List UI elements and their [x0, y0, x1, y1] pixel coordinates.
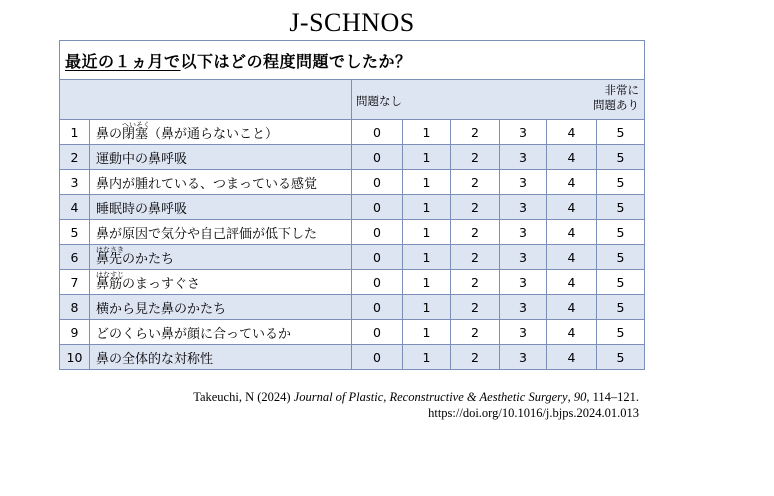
item-label-ruby [96, 270, 124, 292]
item-number: 10 [60, 345, 90, 370]
question-period: 最近の１ヵ月で [65, 51, 181, 71]
score-option-5[interactable]: 5 [597, 270, 645, 295]
item-label [90, 145, 352, 170]
item-label [90, 120, 352, 145]
item-label [90, 220, 352, 245]
score-option-5[interactable]: 5 [597, 295, 645, 320]
score-option-0[interactable]: 0 [352, 295, 403, 320]
scale-high-label [593, 83, 639, 113]
score-option-1[interactable]: 1 [403, 170, 451, 195]
table-row [60, 145, 645, 170]
score-option-4[interactable]: 4 [547, 220, 597, 245]
table-row [60, 120, 645, 145]
table-row [60, 270, 645, 295]
score-option-2[interactable]: 2 [451, 220, 500, 245]
score-option-3[interactable]: 3 [500, 120, 547, 145]
item-label-text: 運動中の鼻呼吸 [96, 151, 188, 167]
citation [0, 389, 639, 421]
score-option-3[interactable]: 3 [500, 345, 547, 370]
score-option-4[interactable]: 4 [547, 345, 597, 370]
table-row [60, 295, 645, 320]
ruby-base: 鼻先 [96, 251, 123, 267]
score-option-2[interactable]: 2 [451, 195, 500, 220]
item-label [90, 295, 352, 320]
score-option-0[interactable]: 0 [352, 320, 403, 345]
question-text: 以下はどの程度問題でしたか？ [180, 51, 412, 71]
score-option-1[interactable]: 1 [403, 270, 451, 295]
item-label [90, 320, 352, 345]
score-option-0[interactable]: 0 [352, 345, 403, 370]
score-option-0[interactable]: 0 [352, 145, 403, 170]
score-option-2[interactable]: 2 [451, 120, 500, 145]
score-option-5[interactable]: 5 [597, 145, 645, 170]
score-option-1[interactable]: 1 [403, 245, 451, 270]
table-row [60, 170, 645, 195]
item-number: 5 [60, 220, 90, 245]
item-label-suffix: のかたち [122, 251, 175, 267]
score-option-3[interactable]: 3 [500, 145, 547, 170]
item-number: 3 [60, 170, 90, 195]
item-number: 7 [60, 270, 90, 295]
questionnaire-table [59, 40, 645, 370]
item-label-suffix: のまっすぐさ [122, 276, 201, 292]
score-option-0[interactable]: 0 [352, 170, 403, 195]
citation-pages: , 114–121. [586, 390, 639, 404]
score-option-2[interactable]: 2 [451, 270, 500, 295]
ruby-reading: はなさき [96, 245, 124, 254]
score-option-2[interactable]: 2 [451, 295, 500, 320]
score-option-1[interactable]: 1 [403, 295, 451, 320]
table-row [60, 245, 645, 270]
citation-doi[interactable]: https://doi.org/10.1016/j.bjps.2024.01.013 [428, 406, 639, 420]
scale-high-line2: 問題あり [593, 98, 640, 112]
item-number: 6 [60, 245, 90, 270]
score-option-1[interactable]: 1 [403, 120, 451, 145]
item-label-text: 鼻の全体的な対称性 [96, 351, 214, 367]
score-option-1[interactable]: 1 [403, 145, 451, 170]
score-option-3[interactable]: 3 [500, 270, 547, 295]
score-option-1[interactable]: 1 [403, 320, 451, 345]
item-label-text: 横から見た鼻のかたち [96, 301, 227, 317]
score-option-3[interactable]: 3 [500, 220, 547, 245]
table-row [60, 220, 645, 245]
page-title: J-SCHNOS [289, 8, 415, 37]
score-option-3[interactable]: 3 [500, 245, 547, 270]
question-heading-row [60, 41, 645, 80]
item-number: 9 [60, 320, 90, 345]
item-number: 8 [60, 295, 90, 320]
scale-high-line1: 非常に [604, 83, 640, 97]
score-option-1[interactable]: 1 [403, 345, 451, 370]
score-option-4[interactable]: 4 [547, 320, 597, 345]
table-row [60, 320, 645, 345]
score-option-0[interactable]: 0 [352, 195, 403, 220]
score-option-2[interactable]: 2 [451, 170, 500, 195]
item-label-ruby [122, 120, 151, 142]
score-option-5[interactable]: 5 [597, 195, 645, 220]
item-number: 1 [60, 120, 90, 145]
question-heading [60, 41, 645, 80]
score-option-0[interactable]: 0 [352, 220, 403, 245]
score-option-1[interactable]: 1 [403, 195, 451, 220]
score-option-4[interactable]: 4 [547, 195, 597, 220]
item-label [90, 270, 352, 295]
score-option-0[interactable]: 0 [352, 270, 403, 295]
scale-header [352, 80, 645, 120]
citation-authors: Takeuchi, N (2024) [193, 390, 294, 404]
score-option-5[interactable]: 5 [597, 120, 645, 145]
score-option-3[interactable]: 3 [500, 195, 547, 220]
citation-journal: Journal of Plastic, Reconstructive & Aesthetic Surgery [293, 390, 568, 404]
score-option-4[interactable]: 4 [547, 270, 597, 295]
score-option-3[interactable]: 3 [500, 320, 547, 345]
item-label [90, 195, 352, 220]
table-row [60, 345, 645, 370]
score-option-3[interactable]: 3 [500, 170, 547, 195]
score-option-2[interactable]: 2 [451, 145, 500, 170]
score-option-5[interactable]: 5 [597, 245, 645, 270]
score-option-4[interactable]: 4 [547, 145, 597, 170]
ruby-reading: はなすじ [96, 270, 124, 279]
ruby-base: 鼻筋 [96, 276, 123, 292]
item-label-text: 睡眠時の鼻呼吸 [96, 201, 188, 217]
item-number: 2 [60, 145, 90, 170]
score-option-5[interactable]: 5 [597, 220, 645, 245]
item-label-suffix: （鼻が通らないこと） [148, 126, 279, 142]
score-option-4[interactable]: 4 [547, 295, 597, 320]
score-option-2[interactable]: 2 [451, 345, 500, 370]
item-label [90, 245, 352, 270]
item-label-ruby [96, 245, 124, 267]
score-option-1[interactable]: 1 [403, 220, 451, 245]
item-label-text: 鼻の [96, 126, 123, 142]
item-label-text: 鼻内が腫れている、つまっている感覚 [96, 176, 318, 192]
citation-volume: 90 [573, 390, 587, 404]
score-option-0[interactable]: 0 [352, 245, 403, 270]
item-label [90, 170, 352, 195]
item-label-text: どのくらい鼻が顔に合っているか [96, 326, 292, 342]
score-option-2[interactable]: 2 [451, 320, 500, 345]
citation-separator: , [567, 390, 574, 404]
table-row [60, 195, 645, 220]
ruby-base: 閉塞 [122, 126, 149, 142]
score-option-5[interactable]: 5 [597, 345, 645, 370]
item-label [90, 345, 352, 370]
score-option-3[interactable]: 3 [500, 295, 547, 320]
item-rows [60, 120, 645, 370]
score-option-4[interactable]: 4 [547, 120, 597, 145]
score-option-5[interactable]: 5 [597, 170, 645, 195]
item-number: 4 [60, 195, 90, 220]
scale-low-label: 問題なし [356, 94, 402, 108]
ruby-reading: へいそく [122, 120, 151, 129]
scale-header-row [60, 80, 645, 120]
score-option-0[interactable]: 0 [352, 120, 403, 145]
score-option-4[interactable]: 4 [547, 245, 597, 270]
item-label-text: 鼻が原因で気分や自己評価が低下した [96, 226, 318, 242]
score-option-4[interactable]: 4 [547, 170, 597, 195]
score-option-5[interactable]: 5 [597, 320, 645, 345]
scale-header-blank [60, 80, 352, 120]
score-option-2[interactable]: 2 [451, 245, 500, 270]
